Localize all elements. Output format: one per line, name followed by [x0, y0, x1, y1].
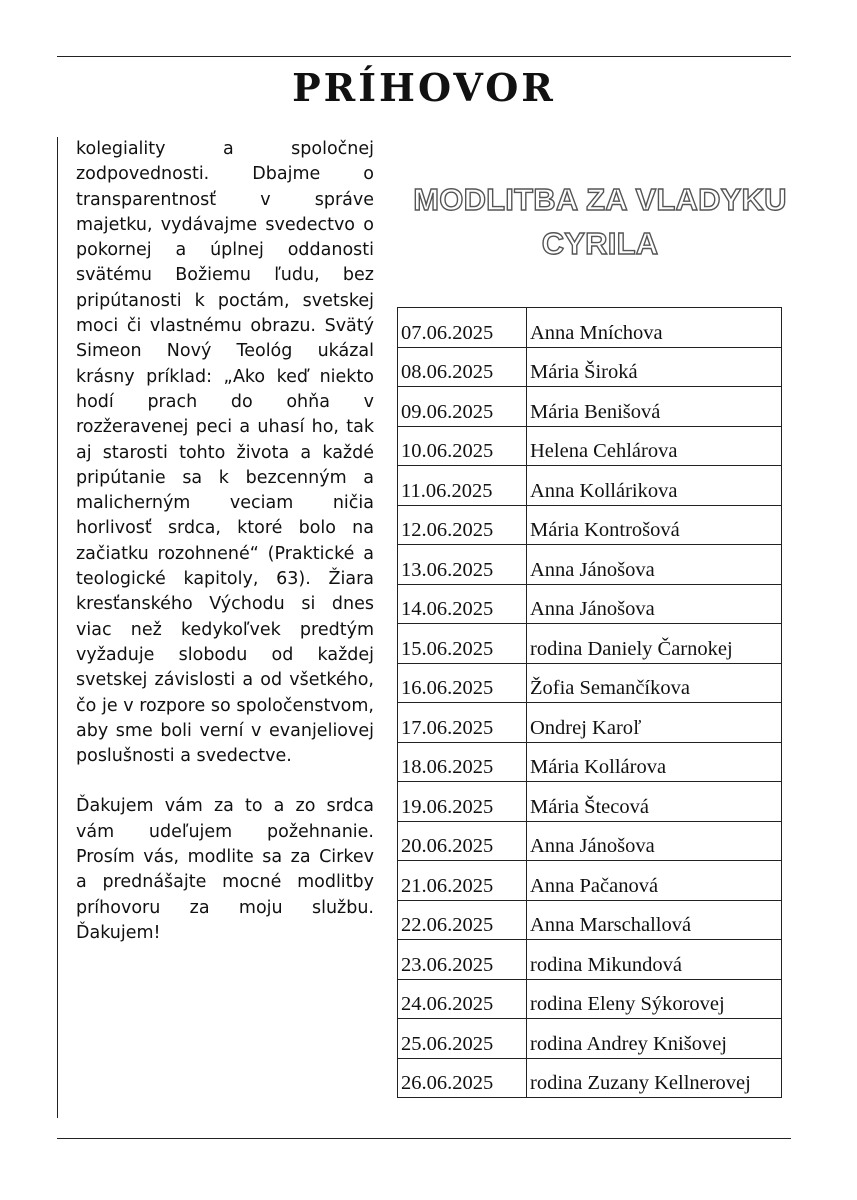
date-cell: 17.06.2025: [398, 703, 527, 743]
name-cell: rodina Eleny Sýkorovej: [527, 979, 782, 1019]
table-row: [398, 466, 782, 506]
name-cell: rodina Mikundová: [527, 940, 782, 980]
table-row: [398, 782, 782, 822]
date-cell: 21.06.2025: [398, 861, 527, 901]
name-cell: Mária Benišová: [527, 387, 782, 427]
date-cell: 11.06.2025: [398, 466, 527, 506]
date-cell: 18.06.2025: [398, 742, 527, 782]
table-row: [398, 308, 782, 348]
date-cell: 23.06.2025: [398, 940, 527, 980]
name-cell: rodina Zuzany Kellnerovej: [527, 1058, 782, 1098]
table-row: [398, 742, 782, 782]
table-row: [398, 861, 782, 901]
table-row: [398, 663, 782, 703]
date-cell: 20.06.2025: [398, 821, 527, 861]
name-cell: Mária Kontrošová: [527, 505, 782, 545]
date-cell: 14.06.2025: [398, 584, 527, 624]
article-paragraph: Ďakujem vám za to a zo srdca vám udeľujem požehnanie. Prosím vás, modlite sa za Cirkev a prednášajte mocné modlitby príhovoru za moju službu. Ďakujem!: [76, 796, 374, 943]
prayer-heading-line: CYRILA: [541, 226, 659, 261]
date-cell: 16.06.2025: [398, 663, 527, 703]
name-cell: rodina Daniely Čarnokej: [527, 624, 782, 664]
table-row: [398, 347, 782, 387]
name-cell: Helena Cehlárova: [527, 426, 782, 466]
bottom-rule: [57, 1138, 791, 1139]
table-row: [398, 1019, 782, 1059]
name-cell: Anna Marschallová: [527, 900, 782, 940]
article-text: [76, 137, 374, 946]
date-cell: 22.06.2025: [398, 900, 527, 940]
date-cell: 07.06.2025: [398, 308, 527, 348]
name-cell: Mária Kollárova: [527, 742, 782, 782]
date-cell: 09.06.2025: [398, 387, 527, 427]
top-rule: [57, 56, 791, 57]
date-cell: 26.06.2025: [398, 1058, 527, 1098]
date-cell: 10.06.2025: [398, 426, 527, 466]
table-row: [398, 505, 782, 545]
table-row: [398, 979, 782, 1019]
date-cell: 25.06.2025: [398, 1019, 527, 1059]
prayer-schedule-table: [397, 307, 782, 1098]
name-cell: Anna Jánošova: [527, 821, 782, 861]
table-row: [398, 545, 782, 585]
name-cell: Mária Štecová: [527, 782, 782, 822]
masthead-title: PRÍHOVOR: [292, 65, 556, 110]
table-row: [398, 900, 782, 940]
date-cell: 13.06.2025: [398, 545, 527, 585]
date-cell: 24.06.2025: [398, 979, 527, 1019]
table-row: [398, 821, 782, 861]
date-cell: 15.06.2025: [398, 624, 527, 664]
table-row: [398, 940, 782, 980]
date-cell: 12.06.2025: [398, 505, 527, 545]
name-cell: Anna Pačanová: [527, 861, 782, 901]
table-row: [398, 703, 782, 743]
name-cell: Anna Jánošova: [527, 545, 782, 585]
name-cell: rodina Andrey Knišovej: [527, 1019, 782, 1059]
table-row: [398, 1058, 782, 1098]
article-paragraph: kolegiality a spoločnej zodpovednosti. Dbajme o transparentnosť v správe majetku, vydávajme svedectvo o pokornej a úplnej oddanosti svätému Božiemu ľudu, bez pripútanosti k poctám, svetskej moci či vlastnému obrazu. Svätý Simeon Nový Teológ ukázal krásny príklad: „Ako keď niekto hodí prach do ohňa v rozžeravenej peci a uhasí ho, tak aj starosti tohto života a každé pripútanie sa k bezcenným a malicherným veciam ničia horlivosť srdca, ktoré bolo na začiatku rozohnené“ (Praktické a teologické kapitoly, 63). Žiara kresťanského Východu si dnes viac než kedykoľvek predtým vyžaduje slobodu od každej svetskej závislosti a od všetkého, čo je v rozpore so spoločenstvom, aby sme boli verní v evanjeliovej poslušnosti a svedectve.: [76, 139, 374, 767]
name-cell: Mária Široká: [527, 347, 782, 387]
table-row: [398, 387, 782, 427]
prayer-heading: [400, 178, 800, 266]
name-cell: Anna Jánošova: [527, 584, 782, 624]
table-row: [398, 426, 782, 466]
table-row: [398, 584, 782, 624]
name-cell: Ondrej Karoľ: [527, 703, 782, 743]
table-row: [398, 624, 782, 664]
date-cell: 08.06.2025: [398, 347, 527, 387]
name-cell: Anna Kollárikova: [527, 466, 782, 506]
column-rule: [57, 137, 58, 1118]
date-cell: 19.06.2025: [398, 782, 527, 822]
name-cell: Žofia Semančíkova: [527, 663, 782, 703]
prayer-heading-line: MODLITBA ZA VLADYKU: [413, 182, 787, 217]
name-cell: Anna Mníchova: [527, 308, 782, 348]
